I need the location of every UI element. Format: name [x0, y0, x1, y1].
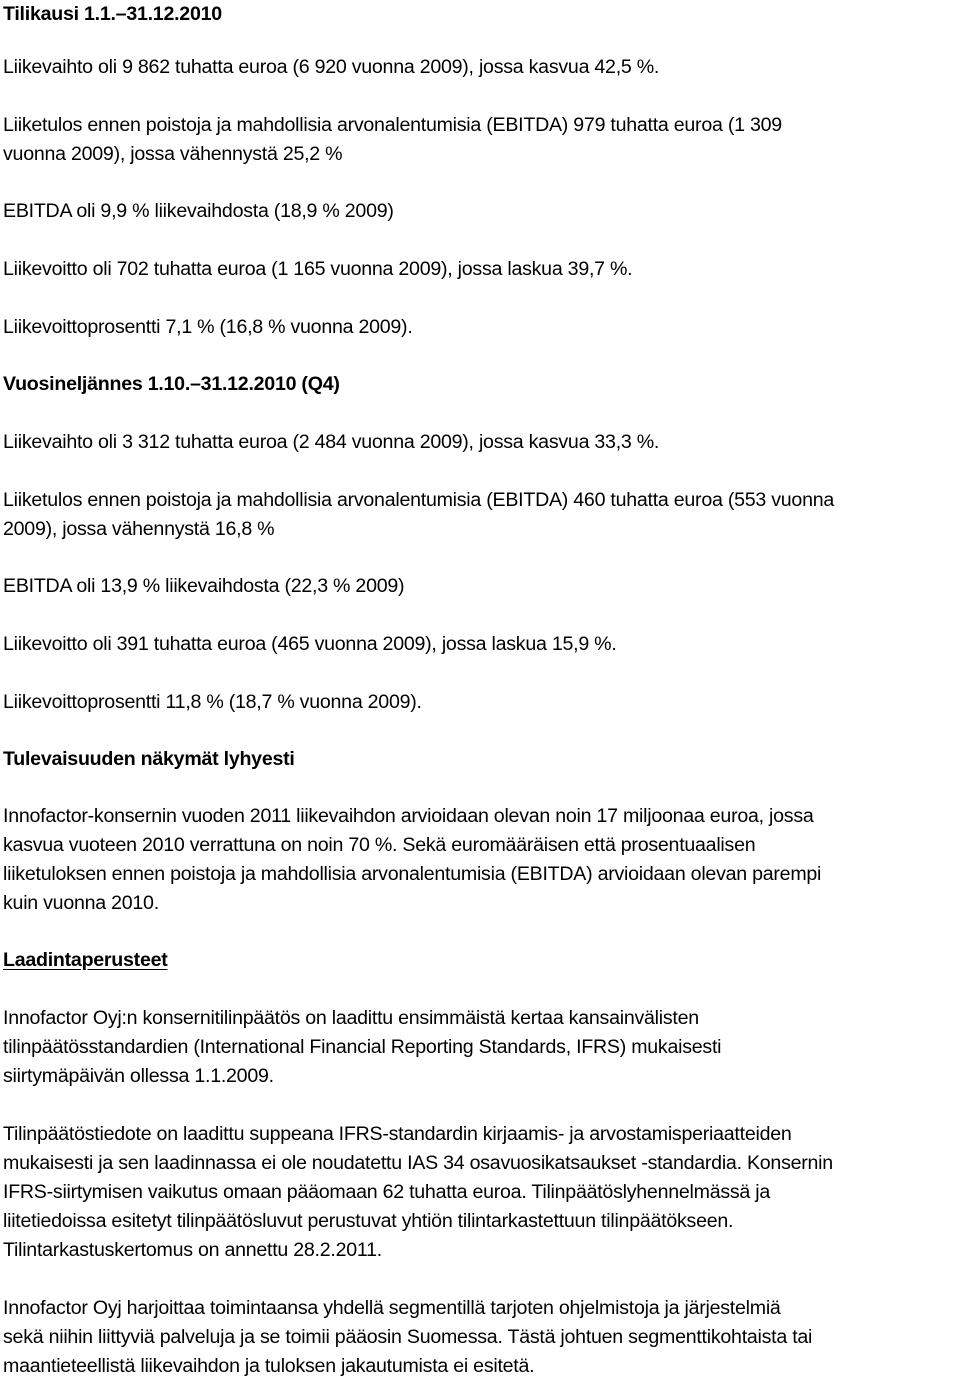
annual-ebitda-text-line2: vuonna 2009), jossa vähennystä 25,2 %	[3, 143, 343, 165]
basis-p1-line1: Innofactor Oyj:n konsernitilinpäätös on laadittu ensimmäistä kertaa kansainvälisten	[3, 1007, 699, 1029]
heading-annual-period: Tilikausi 1.1.–31.12.2010	[3, 3, 222, 25]
basis-p2-line5: Tilintarkastuskertomus on annettu 28.2.2011.	[3, 1239, 382, 1261]
basis-p3-line3: maantieteellistä liikevaihdon ja tuloksen jakautumista ei esitetä.	[3, 1355, 535, 1377]
quarter-operating-profit-text: Liikevoitto oli 391 tuhatta euroa (465 vuonna 2009), jossa laskua 15,9 %.	[3, 633, 617, 655]
basis-p1-line3: siirtymäpäivän ollessa 1.1.2009.	[3, 1065, 274, 1087]
annual-revenue-text: Liikevaihto oli 9 862 tuhatta euroa (6 920 vuonna 2009), jossa kasvua 42,5 %.	[3, 56, 660, 78]
outlook-text-line3: liiketuloksen ennen poistoja ja mahdollisia arvonalentumisia (EBITDA) arvioidaan olevan parempi	[3, 863, 822, 885]
heading-quarter-period: Vuosineljännes 1.10.–31.12.2010 (Q4)	[3, 373, 340, 395]
heading-basis-of-preparation: Laadintaperusteet	[3, 949, 168, 971]
outlook-text-line2: kasvua vuoteen 2010 verrattuna on noin 70 %. Sekä euromääräisen että prosentuaalisen	[3, 834, 756, 856]
basis-p3-line1: Innofactor Oyj harjoittaa toimintaansa yhdellä segmentillä tarjoten ohjelmistoja ja järjestelmiä	[3, 1297, 781, 1319]
quarter-ebitda-text-line2: 2009), jossa vähennystä 16,8 %	[3, 518, 275, 540]
annual-operating-profit-text: Liikevoitto oli 702 tuhatta euroa (1 165 vuonna 2009), jossa laskua 39,7 %.	[3, 258, 633, 280]
basis-p2-line1: Tilinpäätöstiedote on laadittu suppeana IFRS-standardin kirjaamis- ja arvostamisperiaatteiden	[3, 1123, 792, 1145]
basis-p2-line4: liitetiedoissa esitetyt tilinpäätösluvut perustuvat yhtiön tilintarkastettuun tilinpäätökseen.	[3, 1210, 734, 1232]
quarter-revenue-text: Liikevaihto oli 3 312 tuhatta euroa (2 484 vuonna 2009), jossa kasvua 33,3 %.	[3, 431, 660, 453]
outlook-text-line1: Innofactor-konsernin vuoden 2011 liikevaihdon arvioidaan olevan noin 17 miljoonaa euroa, jossa	[3, 805, 814, 827]
quarter-ebitda-margin-text: EBITDA oli 13,9 % liikevaihdosta (22,3 % 2009)	[3, 575, 405, 597]
annual-operating-margin-text: Liikevoittoprosentti 7,1 % (16,8 % vuonna 2009).	[3, 316, 413, 338]
basis-p1-line2: tilinpäätösstandardien (International Financial Reporting Standards, IFRS) mukaisesti	[3, 1036, 722, 1058]
basis-p3-line2: sekä niihin liittyviä palveluja ja se toimii pääosin Suomessa. Tästä johtuen segmenttikohtaista tai	[3, 1326, 813, 1348]
basis-p2-line3: IFRS-siirtymisen vaikutus omaan pääomaan 62 tuhatta euroa. Tilinpäätöslyhennelmässä ja	[3, 1181, 771, 1203]
heading-outlook: Tulevaisuuden näkymät lyhyesti	[3, 748, 295, 770]
annual-ebitda-text-line1: Liiketulos ennen poistoja ja mahdollisia arvonalentumisia (EBITDA) 979 tuhatta euroa (1 309	[3, 114, 782, 136]
outlook-text-line4: kuin vuonna 2010.	[3, 892, 159, 914]
quarter-operating-margin-text: Liikevoittoprosentti 11,8 % (18,7 % vuonna 2009).	[3, 691, 422, 713]
basis-p2-line2: mukaisesti ja sen laadinnassa ei ole noudatettu IAS 34 osavuosikatsaukset -standardia. Konsernin	[3, 1152, 833, 1174]
annual-ebitda-margin-text: EBITDA oli 9,9 % liikevaihdosta (18,9 % 2009)	[3, 200, 394, 222]
quarter-ebitda-text-line1: Liiketulos ennen poistoja ja mahdollisia arvonalentumisia (EBITDA) 460 tuhatta euroa (553 vuonna	[3, 489, 835, 511]
